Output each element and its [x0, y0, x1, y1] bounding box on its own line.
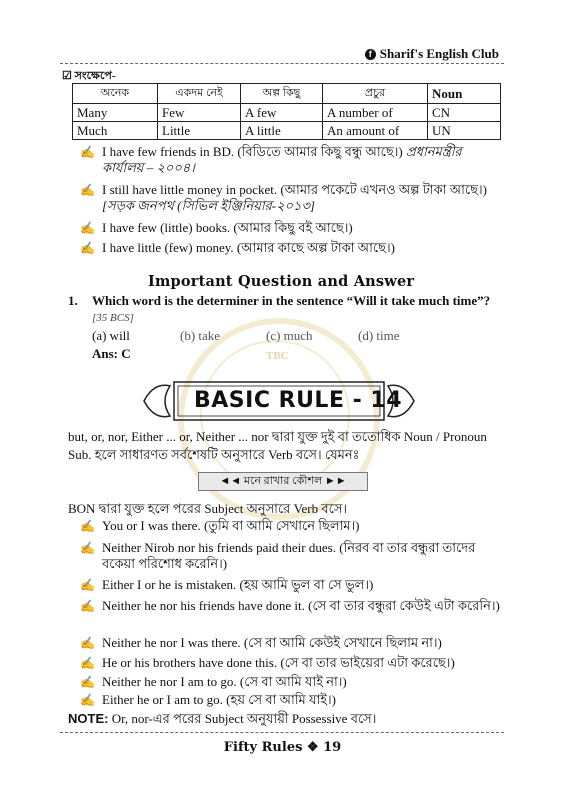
pen-icon: ✍: [80, 241, 95, 255]
pen-icon: ✍: [80, 519, 95, 533]
bon-line: BON দ্বারা যুক্ত হলে পরের Subject অনুসারে Verb বসে।: [68, 501, 348, 516]
pen-icon: ✍: [80, 183, 95, 197]
mnemonic-tip: ◄◄ মনে রাখার কৌশল ►►: [198, 472, 368, 491]
table-cell: A little: [241, 122, 323, 140]
note-text: Or, nor-এর পরের Subject অনুযায়ী Possessive বসে।: [111, 711, 377, 726]
table-header: Noun: [428, 84, 501, 104]
example-text: Neither he nor I was there. (সে বা আমি কেউই সেখানে ছিলাম না।): [102, 635, 442, 650]
pen-icon: ✍: [80, 675, 95, 689]
question-number: 1.: [68, 293, 78, 308]
example-text: Neither Nirob nor his friends paid their dues. (নিরব বা তার বন্ধুরা তাদের বকেয়া পরিশোধ করেনি।): [102, 540, 476, 571]
facebook-icon: f: [365, 49, 376, 60]
option: (c) much: [266, 328, 313, 343]
question-tag: [35 BCS]: [92, 312, 134, 324]
list-item: [80, 518, 500, 534]
page-header: [365, 46, 499, 62]
pen-icon: ✍: [80, 145, 95, 159]
example-text: I have little (few) money. (আমার কাছে অল্প টাকা আছে।): [102, 240, 395, 255]
pen-icon: ✍: [80, 578, 95, 592]
example-text: Neither he nor I am to go. (সে বা আমি যাই না।): [102, 674, 347, 689]
pen-icon: ✍: [80, 221, 95, 235]
pen-icon: ✍: [80, 693, 95, 707]
table-cell: Much: [73, 122, 158, 140]
table-cell: Few: [158, 104, 241, 122]
table-cell: A few: [241, 104, 323, 122]
example-text: I have few friends in BD. (বিডিতে আমার কিছু বন্ধু আছে।): [102, 144, 403, 159]
pen-icon: ✍: [80, 599, 95, 613]
answer: Ans: C: [92, 346, 131, 361]
rule-title: BASIC RULE - 14: [194, 388, 403, 413]
pen-icon: ✍: [80, 636, 95, 650]
example-text: Either he or I am to go. (হয় সে বা আমি যাই।): [102, 692, 336, 707]
rule-paragraph: but, or, nor, Either ... or, Neither ... nor দ্বারা যুক্ত দুই বা ততোধিক Noun / Pronoun Sub. হলে সাধারণত সর্বশেষটি অনুসারে Verb বসে। যেমনঃ: [68, 429, 487, 462]
table-header: প্রচুর: [323, 84, 428, 104]
option: (d) time: [358, 328, 400, 343]
list-item: [80, 240, 500, 256]
option: (b) take: [180, 328, 221, 343]
list-item: [80, 692, 500, 708]
list-item: [80, 674, 500, 690]
example-source: প্রধানমন্ত্রীর কার্যালয় – ২০০৪।: [102, 144, 462, 175]
list-item: [80, 598, 500, 614]
section-title: Important Question and Answer: [148, 273, 415, 290]
watermark-text: TBC: [266, 350, 289, 362]
note-label: NOTE:: [68, 711, 109, 726]
list-item: [80, 540, 500, 572]
example-source: [সড়ক জনপথ (সিভিল ইঞ্জিনিয়ার-২০১৩]: [102, 198, 315, 213]
table-header-row: [73, 84, 501, 104]
list-item: [80, 144, 500, 176]
pen-icon: ✍: [80, 541, 95, 555]
top-divider: [60, 63, 504, 64]
table-row: [73, 122, 501, 140]
list-item: [80, 577, 500, 593]
table-row: [73, 104, 501, 122]
table-header: অনেক: [73, 84, 158, 104]
summary-label: ☑ সংক্ষেপে-: [62, 70, 116, 82]
option: (a) will: [92, 328, 130, 343]
list-item: [80, 220, 500, 236]
table-header: একদম নেই: [158, 84, 241, 104]
list-item: [80, 635, 500, 651]
example-text: I have few (little) books. (আমার কিছু বই আছে।): [102, 220, 353, 235]
question-text: Which word is the determiner in the sentence “Will it take much time”?: [92, 293, 491, 308]
pen-icon: ✍: [80, 656, 95, 670]
list-item: [80, 182, 500, 214]
example-text: Either I or he is mistaken. (হয় আমি ভুল বা সে ভুল।): [102, 577, 374, 592]
club-name: Sharif's English Club: [379, 46, 499, 61]
page-footer: Fifty Rules ❖ 19: [223, 740, 342, 755]
table-cell: CN: [428, 104, 501, 122]
example-text: I still have little money in pocket. (আমার পকেটে এখনও অল্প টাকা আছে।): [102, 182, 487, 197]
table-cell: UN: [428, 122, 501, 140]
table-header: অল্প কিছু: [241, 84, 323, 104]
summary-table: [72, 83, 501, 140]
list-item: [80, 655, 500, 671]
note: [68, 710, 376, 731]
example-text: You or I was there. (তুমি বা আমি সেখানে ছিলাম।): [102, 518, 360, 533]
table-cell: A number of: [323, 104, 428, 122]
bottom-divider: [60, 732, 504, 733]
table-cell: Little: [158, 122, 241, 140]
table-cell: Many: [73, 104, 158, 122]
example-text: Neither he nor his friends have done it. (সে বা তার বন্ধুরা কেউই এটা করেনি।): [102, 598, 500, 613]
example-text: He or his brothers have done this. (সে বা তার ভাইয়েরা এটা করেছে।): [102, 655, 455, 670]
table-cell: An amount of: [323, 122, 428, 140]
